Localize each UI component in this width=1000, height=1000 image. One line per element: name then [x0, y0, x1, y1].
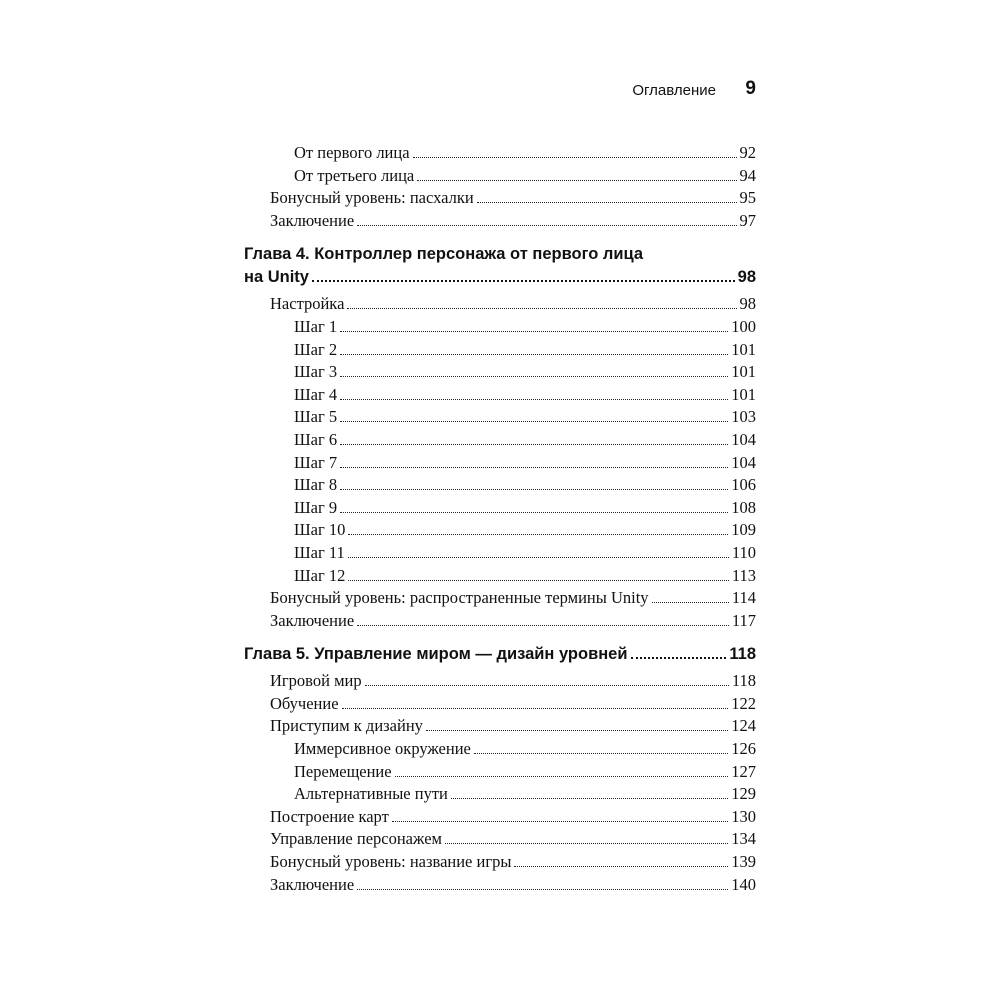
toc-entry[interactable] — [244, 143, 756, 166]
dot-leader — [312, 280, 735, 282]
toc-entry[interactable] — [244, 362, 756, 385]
toc-entry-page: 129 — [731, 784, 756, 804]
toc-entry[interactable] — [244, 498, 756, 521]
toc-entry-title: Шаг 8 — [294, 475, 338, 495]
toc-entry[interactable] — [244, 784, 756, 807]
running-header — [600, 78, 760, 104]
toc-entry-title: Заключение — [270, 874, 355, 894]
toc-entry-title: Бонусный уровень: распространенные термины Unity — [270, 588, 649, 608]
toc-entry-title: Приступим к дизайну — [270, 716, 423, 736]
dot-leader — [357, 625, 729, 626]
dot-leader — [340, 467, 728, 468]
chapter-5-page: 118 — [729, 645, 756, 664]
table-of-contents — [244, 143, 756, 897]
dot-leader — [340, 512, 728, 513]
chapter-4-entries — [244, 294, 756, 633]
toc-entry[interactable] — [244, 716, 756, 739]
toc-entry-title: Бонусный уровень: название игры — [270, 852, 512, 872]
toc-entry-title: Настройка — [270, 294, 345, 314]
chapter-5-title: Глава 5. Управление миром — дизайн уровней — [244, 645, 628, 664]
toc-entry-page: 108 — [731, 497, 756, 517]
toc-entry-page: 118 — [731, 671, 756, 691]
toc-entry-page: 101 — [731, 384, 756, 404]
toc-entry-page: 140 — [731, 874, 756, 894]
toc-entry-title: Шаг 10 — [294, 520, 346, 540]
toc-entry[interactable] — [244, 317, 756, 340]
toc-entry-title: Шаг 7 — [294, 452, 338, 472]
chapter-4-title-line-2: на Unity — [244, 268, 309, 287]
chapter-5-entries — [244, 671, 756, 897]
toc-entry-page: 92 — [739, 143, 756, 162]
toc-entry-title: Обучение — [270, 693, 339, 713]
toc-entry-page: 97 — [739, 210, 756, 230]
toc-entry[interactable] — [244, 520, 756, 543]
toc-entry-title: Шаг 1 — [294, 316, 338, 336]
dot-leader — [348, 534, 728, 535]
toc-entry-title: От третьего лица — [294, 165, 415, 185]
toc-entry[interactable] — [244, 385, 756, 408]
toc-entry-title: Управление персонажем — [270, 829, 442, 849]
dot-leader — [514, 866, 728, 867]
toc-entry[interactable] — [244, 762, 756, 785]
toc-entry-page: 127 — [731, 761, 756, 781]
dot-leader — [340, 376, 728, 377]
dot-leader — [652, 602, 729, 603]
toc-entry-page: 113 — [731, 565, 756, 585]
toc-entry[interactable] — [244, 611, 756, 634]
dot-leader — [340, 331, 728, 332]
toc-entry[interactable] — [244, 852, 756, 875]
toc-entry-title: Шаг 12 — [294, 565, 346, 585]
toc-entry-title: Шаг 9 — [294, 497, 338, 517]
toc-entry-page: 100 — [731, 316, 756, 336]
toc-entry-title: Шаг 3 — [294, 362, 338, 382]
toc-entry[interactable] — [244, 739, 756, 762]
toc-entry[interactable] — [244, 807, 756, 830]
toc-entry-title: Шаг 6 — [294, 429, 338, 449]
toc-entry[interactable] — [244, 694, 756, 717]
dot-leader — [340, 489, 728, 490]
toc-entry[interactable] — [244, 294, 756, 317]
toc-entry-page: 117 — [731, 610, 756, 630]
dot-leader — [340, 421, 728, 422]
toc-entry-page: 103 — [731, 407, 756, 427]
toc-entry-page: 130 — [731, 806, 756, 826]
dot-leader — [395, 776, 729, 777]
dot-leader — [340, 354, 728, 355]
dot-leader — [417, 180, 736, 181]
toc-entry-title: Игровой мир — [270, 671, 362, 691]
toc-entry[interactable] — [244, 829, 756, 852]
dot-leader — [426, 730, 728, 731]
toc-entry-title: От первого лица — [294, 143, 410, 162]
dot-leader — [340, 444, 728, 445]
toc-entry[interactable] — [244, 588, 756, 611]
chapter-5-heading[interactable] — [244, 645, 756, 669]
dot-leader — [357, 889, 728, 890]
toc-entry-title: Иммерсивное окружение — [294, 739, 471, 759]
toc-entry[interactable] — [244, 430, 756, 453]
toc-entry-page: 104 — [731, 429, 756, 449]
toc-entry-page: 101 — [731, 339, 756, 359]
toc-entry-title: Шаг 2 — [294, 339, 338, 359]
toc-entry[interactable] — [244, 211, 756, 234]
dot-leader — [347, 308, 736, 309]
dot-leader — [413, 157, 737, 158]
dot-leader — [474, 753, 728, 754]
toc-entry[interactable] — [244, 188, 756, 211]
dot-leader — [340, 399, 728, 400]
toc-entry[interactable] — [244, 671, 756, 694]
toc-entry-title: Шаг 5 — [294, 407, 338, 427]
dot-leader — [445, 843, 728, 844]
toc-entry[interactable] — [244, 453, 756, 476]
dot-leader — [451, 798, 728, 799]
toc-entry[interactable] — [244, 543, 756, 566]
dot-leader — [392, 821, 728, 822]
toc-entry[interactable] — [244, 340, 756, 363]
toc-entry-page: 98 — [739, 294, 756, 314]
toc-entry-page: 139 — [731, 852, 756, 872]
toc-entry-title: Заключение — [270, 210, 355, 230]
dot-leader — [348, 557, 729, 558]
toc-entry-title: Бонусный уровень: пасхалки — [270, 188, 474, 208]
toc-entry[interactable] — [244, 166, 756, 189]
running-header-title: Оглавление — [632, 82, 716, 99]
toc-entry-title: Перемещение — [294, 761, 392, 781]
dot-leader — [365, 685, 729, 686]
toc-entry[interactable] — [244, 566, 756, 589]
toc-entry-title: Построение карт — [270, 806, 389, 826]
toc-entry-page: 110 — [731, 542, 756, 562]
toc-section-continued — [244, 143, 756, 233]
toc-entry-page: 104 — [731, 452, 756, 472]
toc-entry[interactable] — [244, 475, 756, 498]
toc-entry-page: 126 — [731, 739, 756, 759]
toc-entry-page: 101 — [731, 362, 756, 382]
toc-entry-title: Заключение — [270, 610, 355, 630]
chapter-4-heading[interactable] — [244, 245, 756, 292]
dot-leader — [348, 580, 728, 581]
chapter-4-title-line-1: Глава 4. Контроллер персонажа от первого лица — [244, 245, 644, 264]
dot-leader — [631, 657, 727, 659]
toc-entry-title: Шаг 4 — [294, 384, 338, 404]
chapter-4-page: 98 — [737, 268, 756, 287]
toc-entry-title: Альтернативные пути — [294, 784, 448, 804]
toc-entry[interactable] — [244, 407, 756, 430]
dot-leader — [357, 225, 736, 226]
dot-leader — [477, 202, 737, 203]
toc-entry-page: 124 — [731, 716, 756, 736]
toc-entry-title: Шаг 11 — [294, 542, 345, 562]
toc-entry-page: 109 — [731, 520, 756, 540]
toc-entry-page: 106 — [731, 475, 756, 495]
dot-leader — [342, 708, 729, 709]
toc-entry-page: 94 — [739, 165, 756, 185]
toc-entry-page: 95 — [739, 188, 756, 208]
toc-entry-page: 134 — [731, 829, 756, 849]
toc-entry-page: 122 — [731, 693, 756, 713]
page-number: 9 — [745, 78, 756, 99]
toc-entry-page: 114 — [731, 588, 756, 608]
toc-entry[interactable] — [244, 875, 756, 898]
